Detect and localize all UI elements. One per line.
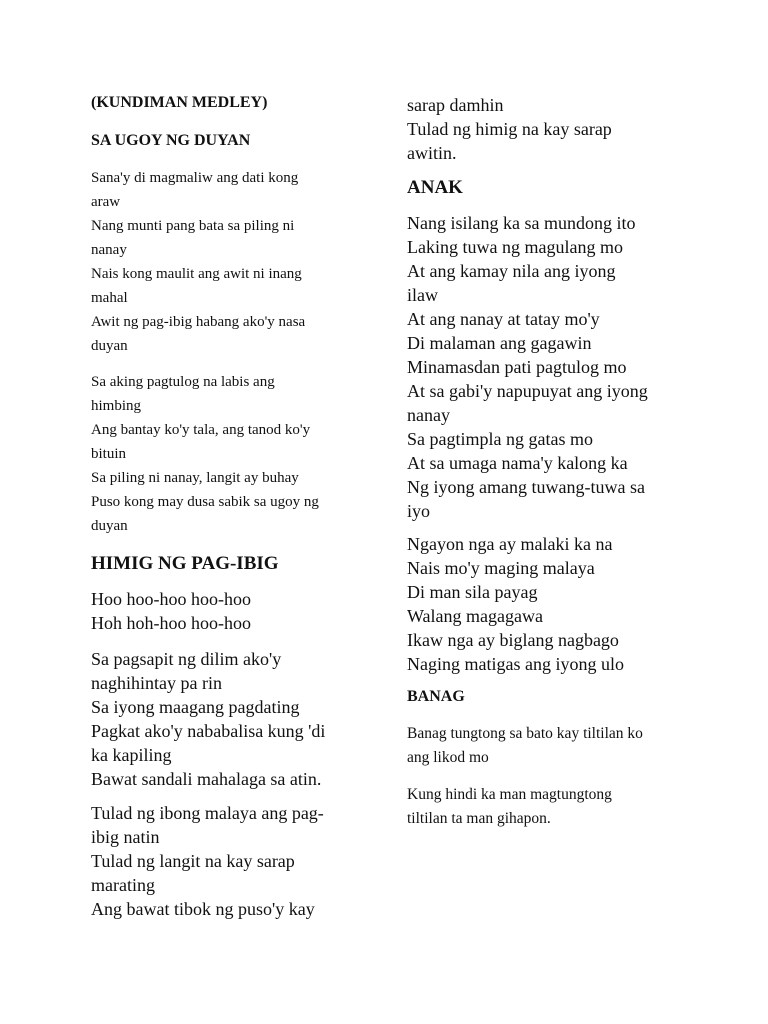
lyric-line: Ikaw nga ay biglang nagbago <box>407 630 619 650</box>
lyric-line: Walang magagawa <box>407 606 543 626</box>
lyric-line: Ang bawat tibok ng puso'y kay <box>91 899 315 919</box>
lyric-line: duyan <box>91 518 128 534</box>
lyric-line: Minamasdan pati pagtulog mo <box>407 357 627 377</box>
lyric-line: Awit ng pag-ibig habang ako'y nasa <box>91 314 306 330</box>
lyric-line: Kung hindi ka man magtungtong <box>407 786 612 803</box>
medley-title: (KUNDIMAN MEDLEY) <box>91 94 268 111</box>
stanza-continued <box>407 93 612 165</box>
lyric-line: tiltilan ta man gihapon. <box>407 810 551 827</box>
lyric-line: duyan <box>91 338 128 354</box>
lyric-line: Nais mo'y maging malaya <box>407 558 595 578</box>
song-title-banag: BANAG <box>407 688 465 705</box>
lyric-line: At ang nanay at tatay mo'y <box>407 309 600 329</box>
stanza <box>407 532 624 676</box>
lyric-line: Sa pagtimpla ng gatas mo <box>407 429 593 449</box>
lyric-line: Sa piling ni nanay, langit ay buhay <box>91 470 299 486</box>
lyric-line: Ngayon nga ay malaki ka na <box>407 534 613 554</box>
song-title-sa-ugoy-ng-duyan: SA UGOY NG DUYAN <box>91 132 251 149</box>
lyric-line: Nais kong maulit ang awit ni inang <box>91 266 302 282</box>
lyric-line: Puso kong may dusa sabik sa ugoy ng <box>91 494 319 510</box>
lyric-line: ka kapiling <box>91 745 172 765</box>
lyric-line: Di malaman ang gagawin <box>407 333 592 353</box>
lyric-line: Sa iyong maagang pagdating <box>91 697 300 717</box>
stanza <box>91 370 319 538</box>
lyric-line: Tulad ng himig na kay sarap <box>407 119 612 139</box>
lyric-line: awitin. <box>407 143 457 163</box>
lyric-line: Ng iyong amang tuwang-tuwa sa <box>407 477 645 497</box>
stanza <box>407 722 643 770</box>
lyric-line: Bawat sandali mahalaga sa atin. <box>91 769 322 789</box>
lyric-line: araw <box>91 194 121 210</box>
lyric-line: At sa gabi'y napupuyat ang iyong <box>407 381 648 401</box>
lyric-line: bituin <box>91 446 127 462</box>
lyric-line: nanay <box>91 242 127 258</box>
stanza <box>91 647 325 791</box>
lyric-line: Sa pagsapit ng dilim ako'y <box>91 649 282 669</box>
lyric-line: ibig natin <box>91 827 160 847</box>
stanza <box>91 587 251 635</box>
lyric-line: Hoo hoo-hoo hoo-hoo <box>91 589 251 609</box>
lyric-line: Tulad ng ibong malaya ang pag- <box>91 803 324 823</box>
lyric-line: himbing <box>91 398 142 414</box>
song-title-himig-ng-pag-ibig: HIMIG NG PAG-IBIG <box>91 553 279 574</box>
lyric-line: nanay <box>407 405 450 425</box>
lyric-line: At sa umaga nama'y kalong ka <box>407 453 628 473</box>
lyric-line: At ang kamay nila ang iyong <box>407 261 616 281</box>
stanza <box>407 783 612 831</box>
lyric-line: ilaw <box>407 285 438 305</box>
lyric-line: Sana'y di magmaliw ang dati kong <box>91 170 299 186</box>
lyric-line: marating <box>91 875 155 895</box>
lyric-line: Di man sila payag <box>407 582 538 602</box>
lyric-line: iyo <box>407 501 431 521</box>
lyric-line: naghihintay pa rin <box>91 673 222 693</box>
lyric-line: Nang munti pang bata sa piling ni <box>91 218 295 234</box>
song-title-anak: ANAK <box>407 177 463 198</box>
lyric-line: sarap damhin <box>407 95 504 115</box>
lyric-line: Naging matigas ang iyong ulo <box>407 654 624 674</box>
lyric-line: Laking tuwa ng magulang mo <box>407 237 623 257</box>
lyric-line: mahal <box>91 290 128 306</box>
stanza <box>91 801 324 921</box>
lyric-line: Ang bantay ko'y tala, ang tanod ko'y <box>91 422 311 438</box>
lyric-line: Nang isilang ka sa mundong ito <box>407 213 636 233</box>
stanza <box>407 211 648 523</box>
stanza <box>91 166 305 358</box>
lyric-line: Tulad ng langit na kay sarap <box>91 851 295 871</box>
lyric-line: Sa aking pagtulog na labis ang <box>91 374 275 390</box>
lyric-line: Banag tungtong sa bato kay tiltilan ko <box>407 725 643 742</box>
lyric-line: Hoh hoh-hoo hoo-hoo <box>91 613 251 633</box>
lyric-line: Pagkat ako'y nababalisa kung 'di <box>91 721 326 741</box>
lyric-line: ang likod mo <box>407 749 489 766</box>
